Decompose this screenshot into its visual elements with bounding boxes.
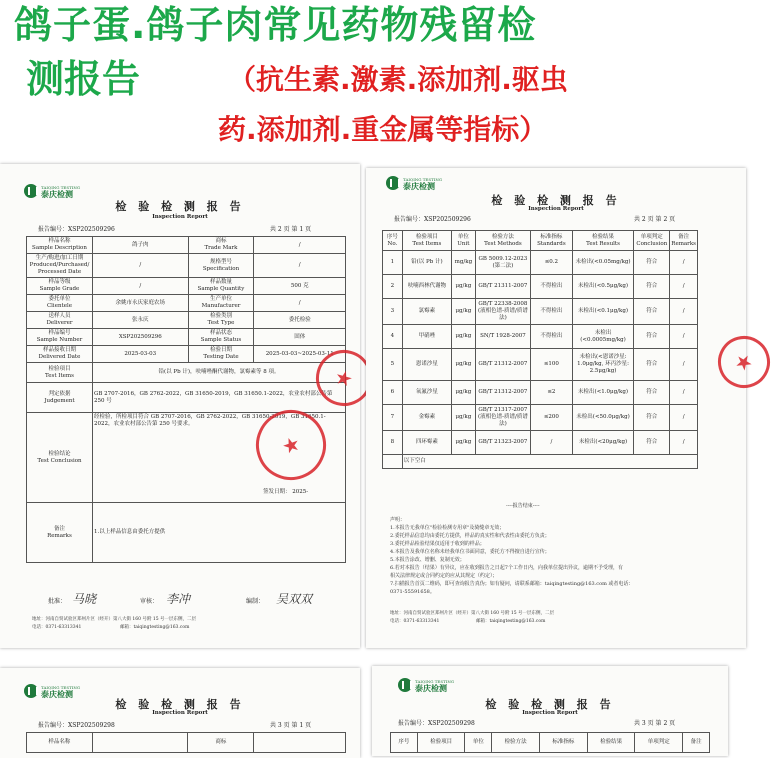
conclusion-value: 经检验，所检项目符合 GB 2707-2016，GB 2762-2022，GB 31650-2019，GB 31650.1-2022，农业农村部公告第 250 号要求。 [93, 414, 326, 427]
results-cell: μg/kg [451, 349, 475, 381]
results-cell: SN/T 1928-2007 [475, 325, 530, 349]
test-results-table [382, 230, 698, 469]
sample-info-table: 样品名称 商标 [26, 732, 346, 753]
page-count: 共 2 页 第 1 页 [270, 226, 312, 233]
sample-info-row [27, 329, 346, 346]
results-cell: μg/kg [451, 381, 475, 405]
lab-logo-icon [24, 184, 38, 198]
results-cell: 符合 [634, 349, 670, 381]
results-cell: μg/kg [451, 405, 475, 431]
sample-info-cell: / [92, 278, 188, 295]
results-cell: 未检出(<恩诺沙星: 1.0μg/kg, 环丙沙星: 2.5μg/kg) [572, 349, 634, 381]
results-cell: μg/kg [451, 299, 475, 325]
statement-item: 6.若对本报告（结果）有异议，应在收到报告之日起7个工作日内，向我单位提出异议，逾期不予受理，有 [390, 565, 623, 571]
results-cell: 符合 [634, 275, 670, 299]
results-cell: 未检出(<0.5μg/kg) [572, 275, 634, 299]
results-row [383, 349, 698, 381]
statement-title: 声明： [390, 517, 406, 523]
page-count: 共 3 页 第 1 页 [270, 722, 312, 729]
results-cell: 符合 [634, 405, 670, 431]
star-icon: ★ [332, 364, 356, 392]
sample-info-cell: 样品等级 Sample Grade [27, 278, 93, 295]
report-page-1 [0, 164, 360, 648]
report-number: 报告编号：XSP202509296 [394, 216, 471, 223]
doc-title: 检 验 检 测 报 告 [485, 698, 615, 711]
lab-logo: TAIQING TESTING 泰庆检测 [24, 684, 80, 698]
report-page-4 [372, 666, 728, 756]
statement-item: 2.委托样品信息均由委托方提供，样品的真实性和代表性由委托方负责； [390, 533, 550, 539]
report-page-3 [0, 668, 360, 758]
results-cell: 3 [383, 299, 403, 325]
star-icon: ★ [278, 430, 304, 460]
statement-item: 7.扫描报告首页二维码，即可查询报告真伪；如有疑问，请联系邮箱：taiqingtesting@163.com 或者电话： [390, 581, 634, 587]
sample-info-cell: 2025-03-03 [92, 346, 188, 363]
results-cell: 符合 [634, 431, 670, 455]
results-row [383, 251, 698, 275]
results-row [383, 405, 698, 431]
results-cell: GB/T 21323-2007 [475, 431, 530, 455]
results-cell: ≤0.2 [531, 251, 573, 275]
results-header-cell: 检验项目 Test Items [402, 231, 451, 251]
blank-row: 以下空白 [402, 455, 697, 469]
page-count: 共 3 页 第 2 页 [634, 720, 676, 727]
subtitle-line-2: 药.添加剂.重金属等指标） [218, 113, 548, 146]
sample-info-cell: 样品数量 Sample Quantity [188, 278, 254, 295]
results-row [383, 299, 698, 325]
results-cell: 未检出(<0.0005mg/kg) [572, 325, 634, 349]
results-header-cell: 检验结果 Test Results [572, 231, 634, 251]
sample-info-cell: / [254, 254, 346, 278]
results-cell: 恩诺沙星 [402, 349, 451, 381]
sample-info-cell: 生产/购进/加工日期 Produced/Purchased/ Processed Date [27, 254, 93, 278]
results-cell: 未检出(<0.05mg/kg) [572, 251, 634, 275]
reviewer-signature: 李冲 [166, 592, 191, 606]
approver-signature: 马晓 [72, 592, 97, 606]
results-row [383, 431, 698, 455]
sample-info-cell: 500 克 [254, 278, 346, 295]
doc-title: 检 验 检 测 报 告 [115, 200, 245, 213]
doc-title: 检 验 检 测 报 告 [491, 194, 621, 207]
results-cell: / [670, 431, 698, 455]
sample-info-row [27, 237, 346, 254]
star-icon: ★ [730, 347, 758, 377]
sample-info-cell: 检验日期 Testing Date [188, 346, 254, 363]
results-cell: 不得检出 [531, 299, 573, 325]
sample-info-cell: 委托单位 Clientele [27, 295, 93, 312]
results-row [383, 381, 698, 405]
statement-item: 0371-55591658。 [390, 589, 435, 595]
title-line-2: 测报告 [26, 57, 141, 101]
sample-info-cell: / [254, 237, 346, 254]
results-cell: 2 [383, 275, 403, 299]
sample-info-cell: 样品名称 Sample Description [27, 237, 93, 254]
results-cell: 金霉素 [402, 405, 451, 431]
sample-info-cell: 规格型号 Specification [188, 254, 254, 278]
results-cell: 氯霉素 [402, 299, 451, 325]
lab-logo-icon [398, 678, 412, 692]
results-cell: / [670, 251, 698, 275]
doc-subtitle: Inspection Report [522, 710, 578, 716]
lab-logo: TAIQING TESTING 泰庆检测 [386, 176, 442, 190]
results-cell: GB 5009.12-2023 (第二法) [475, 251, 530, 275]
title-line-1: 鸽子蛋.鸽子肉常见药物残留检 [14, 3, 537, 47]
results-header-cell: 序号 No. [383, 231, 403, 251]
results-cell: 4 [383, 325, 403, 349]
results-cell: GB/T 21312-2007 [475, 349, 530, 381]
results-cell: 不得检出 [531, 275, 573, 299]
results-cell: / [670, 325, 698, 349]
results-cell: 8 [383, 431, 403, 455]
results-row [383, 325, 698, 349]
subtitle-line-1: （抗生素.激素.添加剂.驱虫 [228, 63, 568, 96]
sample-info-cell: 样品编号 Sample Number [27, 329, 93, 346]
sample-info-cell: 生产单位 Manufacturer [188, 295, 254, 312]
sample-info-cell: 样品接收日期 Delivered Date [27, 346, 93, 363]
results-cell: 符合 [634, 381, 670, 405]
results-cell: / [670, 275, 698, 299]
sample-info-cell: 商标 Trade Mark [188, 237, 254, 254]
remarks-label: 备注 Remarks [27, 503, 93, 563]
report-page-2 [366, 168, 758, 648]
conclusion-label: 检验结论 Test Conclusion [27, 413, 93, 503]
results-cell: 符合 [634, 251, 670, 275]
page-count: 共 2 页 第 2 页 [634, 216, 676, 223]
results-cell: 未检出(<1.0μg/kg) [572, 381, 634, 405]
results-cell: / [670, 349, 698, 381]
inspection-seal-stamp [708, 326, 779, 397]
sample-info-cell: 张永庆 [92, 312, 188, 329]
doc-subtitle: Inspection Report [152, 710, 208, 716]
statement-item: 3.委托样品检验结果仅适用于收到的样品； [390, 541, 485, 547]
results-cell: μg/kg [451, 275, 475, 299]
sample-info-row [27, 346, 346, 363]
statement-item: 5.本报告涂改、增删、复制无效； [390, 557, 465, 563]
results-cell: 氧氟沙星 [402, 381, 451, 405]
results-cell: / [670, 405, 698, 431]
results-cell: mg/kg [451, 251, 475, 275]
sample-info-cell: 余姚市永庆家庭农场 [92, 295, 188, 312]
doc-subtitle: Inspection Report [152, 214, 208, 220]
results-cell: μg/kg [451, 431, 475, 455]
results-cell: 铅(以 Pb 计) [402, 251, 451, 275]
sample-info-cell: 送样人员 Deliverer [27, 312, 93, 329]
footer-phone: 电话：0371-63313341 [32, 625, 82, 630]
results-row [383, 275, 698, 299]
results-cell: 1 [383, 251, 403, 275]
results-cell: ≤100 [531, 349, 573, 381]
results-cell: 符合 [634, 299, 670, 325]
issue-date: 签发日期： 2025- [262, 489, 309, 495]
results-cell: 呋喃西林代谢物 [402, 275, 451, 299]
sample-info-row [27, 278, 346, 295]
report-number: 报告编号：XSP202509298 [398, 720, 475, 727]
editor-signature: 吴双双 [276, 592, 313, 606]
footer-email: 邮箱：taiqingtesting@163.com [120, 625, 190, 630]
results-cell: GB/T 21312-2007 [475, 381, 530, 405]
results-header-cell: 检验方法 Test Methods [475, 231, 530, 251]
results-cell: GB/T 21311-2007 [475, 275, 530, 299]
results-cell: 6 [383, 381, 403, 405]
report-number: 报告编号：XSP202509298 [38, 722, 115, 729]
doc-title: 检 验 检 测 报 告 [115, 698, 245, 711]
footer-address: 地址：河南自贸试验区郑州片区（经开）第八大街 160 号附 15 号一层东侧，二层 [32, 617, 197, 622]
results-header-cell: 单项判定 Conclusion [634, 231, 670, 251]
sample-info-cell: 鸽子肉 [92, 237, 188, 254]
results-cell: 未检出(<20μg/kg) [572, 431, 634, 455]
sample-info-row [27, 295, 346, 312]
footer-phone: 电话：0371-63313341 [390, 619, 440, 624]
results-cell: μg/kg [451, 325, 475, 349]
results-cell: 未检出(<0.1μg/kg) [572, 299, 634, 325]
sample-info-table [26, 236, 346, 563]
editor-label: 编制： [246, 598, 265, 605]
reviewer-label: 审核： [140, 598, 159, 605]
results-header-cell: 单位 Unit [451, 231, 475, 251]
sample-info-row [27, 312, 346, 329]
results-cell: GB/T 21317-2007 (液相色谱-质谱/质谱法) [475, 405, 530, 431]
results-cell: / [670, 381, 698, 405]
judgement-label: 判定依据 Judgement [27, 383, 93, 413]
statement-block [390, 516, 730, 596]
statement-item: 相关法律规定或合同约定的应从其规定（约定）； [390, 573, 498, 579]
results-cell: 符合 [634, 325, 670, 349]
sample-info-cell: 固体 [254, 329, 346, 346]
results-cell: / [670, 299, 698, 325]
results-cell: 未检出(<50.0μg/kg) [572, 405, 634, 431]
doc-subtitle: Inspection Report [528, 206, 584, 212]
results-cell: GB/T 22338-2008 (液相色谱-质谱/质谱法) [475, 299, 530, 325]
judgement-value: GB 2707-2016，GB 2762-2022，GB 31650-2019，GB 31650.1-2022，农业农村部公告第 250 号 [92, 383, 345, 413]
items-value: 铅(以 Pb 计)，呋喃唑酮代谢物，氯霉素等 8 项。 [92, 363, 345, 383]
lab-logo: TAIQING TESTING 泰庆检测 [24, 184, 80, 198]
remarks-value: 1.以上样品信息由委托方提供 [92, 503, 345, 563]
sample-info-cell: XSP202509296 [92, 329, 188, 346]
report-number: 报告编号：XSP202509296 [38, 226, 115, 233]
results-cell: 四环霉素 [402, 431, 451, 455]
results-cell: 7 [383, 405, 403, 431]
footer-address: 地址：河南自贸试验区郑州片区（经开）第八大街 160 号附 15 号一层东侧，二层 [390, 611, 555, 616]
lab-logo: TAIQING TESTING 泰庆检测 [398, 678, 454, 692]
results-cell: 甲硝唑 [402, 325, 451, 349]
approver-label: 批准： [48, 598, 67, 605]
sample-info-cell: 样品状态 Sample Status [188, 329, 254, 346]
results-header-cell: 备注 Remarks [670, 231, 698, 251]
items-label: 检验项目 Test Items [27, 363, 93, 383]
results-cell: / [531, 431, 573, 455]
sample-info-cell: 检验类别 Test Type [188, 312, 254, 329]
results-cell: 5 [383, 349, 403, 381]
test-results-table: 序号 检验项目 单位 检验方法 标准指标 检验结果 单项判定 备注 [390, 732, 710, 753]
results-cell: ≤200 [531, 405, 573, 431]
sample-info-cell: 2025-03-03~2025-03-11 [254, 346, 346, 363]
results-cell: ≤2 [531, 381, 573, 405]
lab-logo-icon [386, 176, 400, 190]
results-cell: 不得检出 [531, 325, 573, 349]
sample-info-cell: 委托检验 [254, 312, 346, 329]
report-end-line: ----报告结束---- [506, 503, 540, 509]
sample-info-row [27, 254, 346, 278]
statement-item: 4.本报告及我单位名称未经我单位书面同意，委托方不得擅自进行宣传； [390, 549, 550, 555]
statement-item: 1.本报告无我单位"检验检测专用章"及骑缝章无效； [390, 525, 505, 531]
footer-email: 邮箱：taiqingtesting@163.com [476, 619, 546, 624]
sample-info-cell: / [92, 254, 188, 278]
sample-info-cell: / [254, 295, 346, 312]
results-header-cell: 标准指标 Standards [531, 231, 573, 251]
